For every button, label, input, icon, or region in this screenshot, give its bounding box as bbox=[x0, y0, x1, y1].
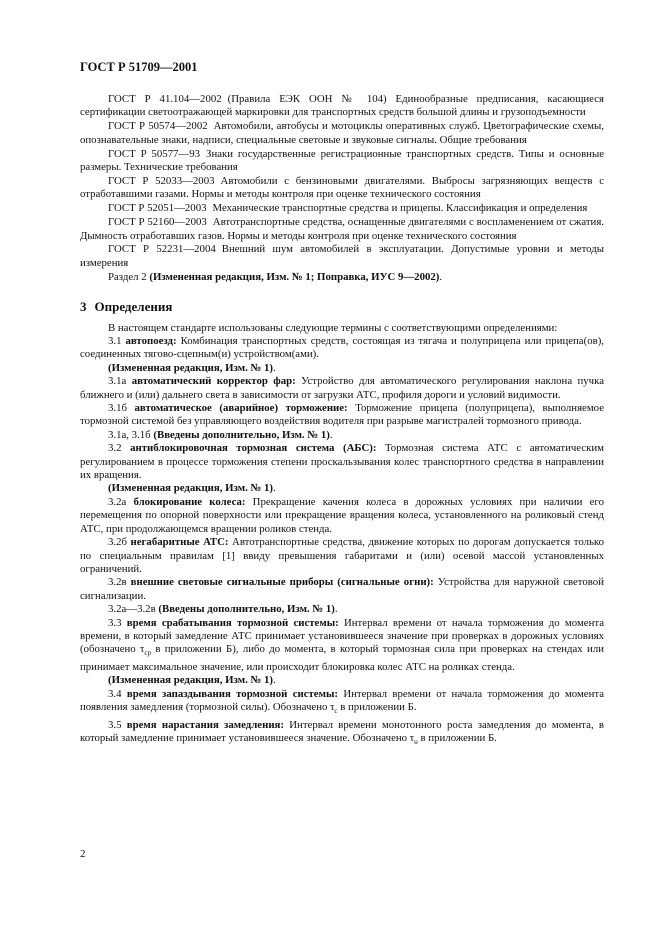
reference-item: ГОСТ Р 52231—2004 Внешний шум автомобилей в эксплуатации. Допустимые уровни и методы измерения bbox=[80, 243, 604, 269]
amendment-note: (Измененная редакция, Изм. № 1). bbox=[108, 674, 276, 687]
reference-item: ГОСТ Р 50577—93 Знаки государственные регистрационные транспортных средств. Типы и основные размеры. Технические требования bbox=[80, 147, 604, 174]
definitions-list bbox=[80, 322, 604, 750]
definition-item: 3.2а блокирование колеса: Прекращение качения колеса в дорожных условиях при наличии его перемещения по опорной поверхности или прекращение вращения колеса, установленного на роликовый стенд АТС, при продолжающемся вращении роликов стенда. bbox=[80, 495, 604, 535]
definition-item: 3.4 время запаздывания тормозной системы: Интервал времени от начала торможения до момента появления замедления (тормозной силы). Обозначено $\tau_с$ в приложении Б. bbox=[80, 687, 605, 716]
reference-item: ГОСТ Р 52033—2003 Автомобили с бензиновыми двигателями. Выбросы загрязняющих веществ с отработавшими газами. Нормы и методы контроля при оценке технического состояния bbox=[80, 174, 604, 201]
reference-item: ГОСТ Р 41.104—2002 (Правила ЕЭК ООН № 104) Единообразные предписания, касающиеся сертификации светоотражающей маркировки для транспортных средств большой длины и грузоподъемности bbox=[80, 93, 604, 119]
amendment-note: 3.2а—3.2в (Введены дополнительно, Изм. № 1). bbox=[108, 603, 338, 616]
section-title: 3 Определения bbox=[80, 299, 173, 315]
reference-item: ГОСТ Р 52160—2003 Автотранспортные средства, оснащенные двигателями с воспламенением от сжатия. Дымность отработавших газов. Нормы и методы контроля при оценке технического состояния bbox=[80, 216, 604, 242]
definition-item: 3.2 антиблокировочная тормозная система (АБС): Тормозная система АТС с автоматическим регулированием в процессе торможения степени проскальзывания колес транспортного средства в направлении их вращения. bbox=[80, 442, 604, 482]
document-body bbox=[80, 93, 604, 750]
reference-item: ГОСТ Р 50574—2002 Автомобили, автобусы и мотоциклы оперативных служб. Цветографические схемы, опознавательные знаки, надписи, специальные световые и звуковые сигналы. Общие требования bbox=[80, 120, 604, 146]
definition-item: 3.5 время нарастания замедления: Интервал времени монотонного роста замедления до момента, в который замедление принимает установившееся значение. Обозначено $\tau_н$ в приложении Б. bbox=[80, 718, 604, 747]
amendment-note: (Измененная редакция, Изм. № 1). bbox=[108, 361, 276, 374]
amendment-note: 3.1а, 3.1б (Введены дополнительно, Изм. № 1). bbox=[108, 428, 333, 441]
definitions-intro: В настоящем стандарте использованы следующие термины с соответствующими определениями: bbox=[108, 321, 558, 334]
definition-item: 3.2б негабаритные АТС: Автотранспортные средства, движение которых по дорогам допускается только по специальным правилам [1] ввиду превышения габаритами и (или) осевой массой установленных ограничений. bbox=[80, 536, 604, 575]
page-header: ГОСТ Р 51709—2001 bbox=[80, 60, 198, 74]
definition-item: 3.2в внешние световые сигнальные приборы (сигнальные огни): Устройства для наружной световой сигнализации. bbox=[80, 576, 604, 602]
definition-item: 3.1а автоматический корректор фар: Устройство для автоматического регулирования наклона пучка ближнего и (или) дальнего света в зависимости от загрузки АТС, профиля дороги и условий видимости. bbox=[80, 375, 604, 401]
section2-note: Раздел 2 (Измененная редакция, Изм. № 1; Поправка, ИУС 9—2002). bbox=[108, 270, 443, 283]
page-number: 2 bbox=[80, 848, 86, 860]
definition-item: 3.3 время срабатывания тормозной системы: Интервал времени от начала торможения до момента времени, в который замедление АТС принимает установившееся значение при проверках в дорожных условиях (обозначено $\tau_{ср}$ в приложении Б), либо до момента, в который тормозная сила при проверках на стендах или принимает максимальное значение, или происходит блокировка колес АТС на роликах стенда. bbox=[80, 616, 604, 673]
amendment-note: (Измененная редакция, Изм. № 1). bbox=[108, 482, 276, 495]
definition-item: 3.1 автопоезд: Комбинация транспортных средств, состоящая из тягача и полуприцепа или прицепа(ов), соединенных тягово-сцепным(и) устройством(ами). bbox=[80, 335, 604, 361]
definition-item: 3.1б автоматическое (аварийное) торможение: Торможение прицепа (полуприцепа), выполняемое тормозной системой без управляющего воздействия водителя при разрыве магистралей тормозного привода. bbox=[80, 402, 605, 428]
reference-item: ГОСТ Р 52051—2003 Механические транспортные средства и прицепы. Классификация и определения bbox=[108, 202, 588, 215]
references-list bbox=[80, 93, 604, 284]
